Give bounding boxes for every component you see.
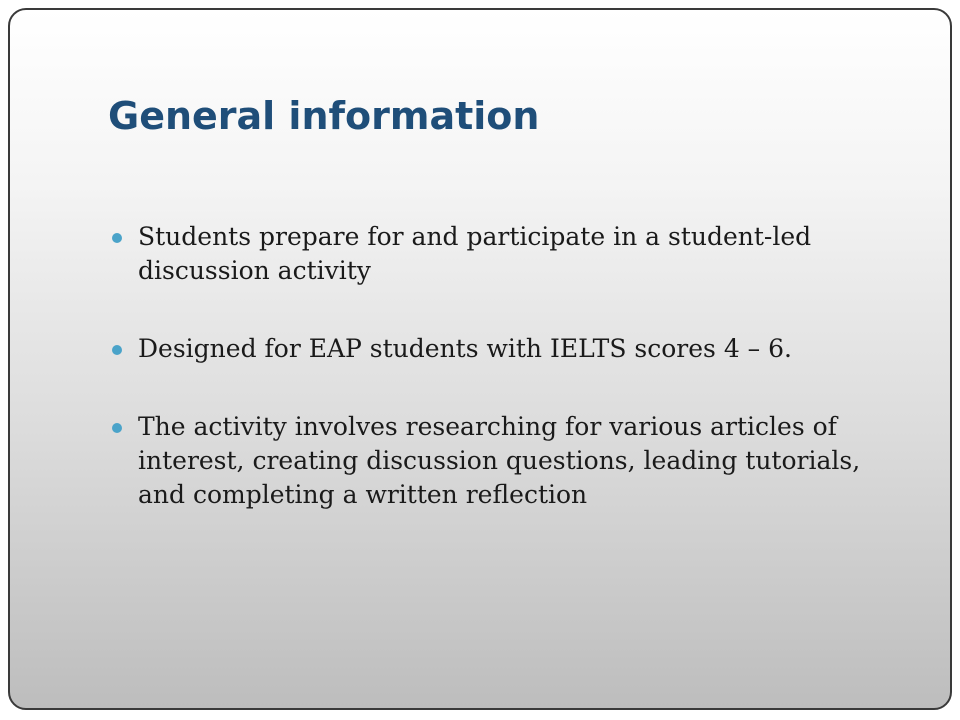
bullet-item-3	[108, 410, 908, 512]
bullet-dot-icon	[112, 233, 122, 243]
bullet-text-3: The activity involves researching for various articles of interest, creating discussion questions, leading tutorials, and completing a written reflection	[138, 412, 861, 509]
bullet-text-1: Students prepare for and participate in a student-led discussion activity	[138, 222, 812, 285]
bullet-item-2	[108, 332, 908, 366]
bullet-item-1	[108, 220, 908, 288]
bullet-dot-icon	[112, 423, 122, 433]
slide-frame	[8, 8, 952, 710]
bullet-dot-icon	[112, 345, 122, 355]
slide-title: General information	[108, 94, 540, 138]
bullet-text-2: Designed for EAP students with IELTS scores 4 – 6.	[138, 334, 792, 363]
bullet-list	[108, 220, 908, 556]
